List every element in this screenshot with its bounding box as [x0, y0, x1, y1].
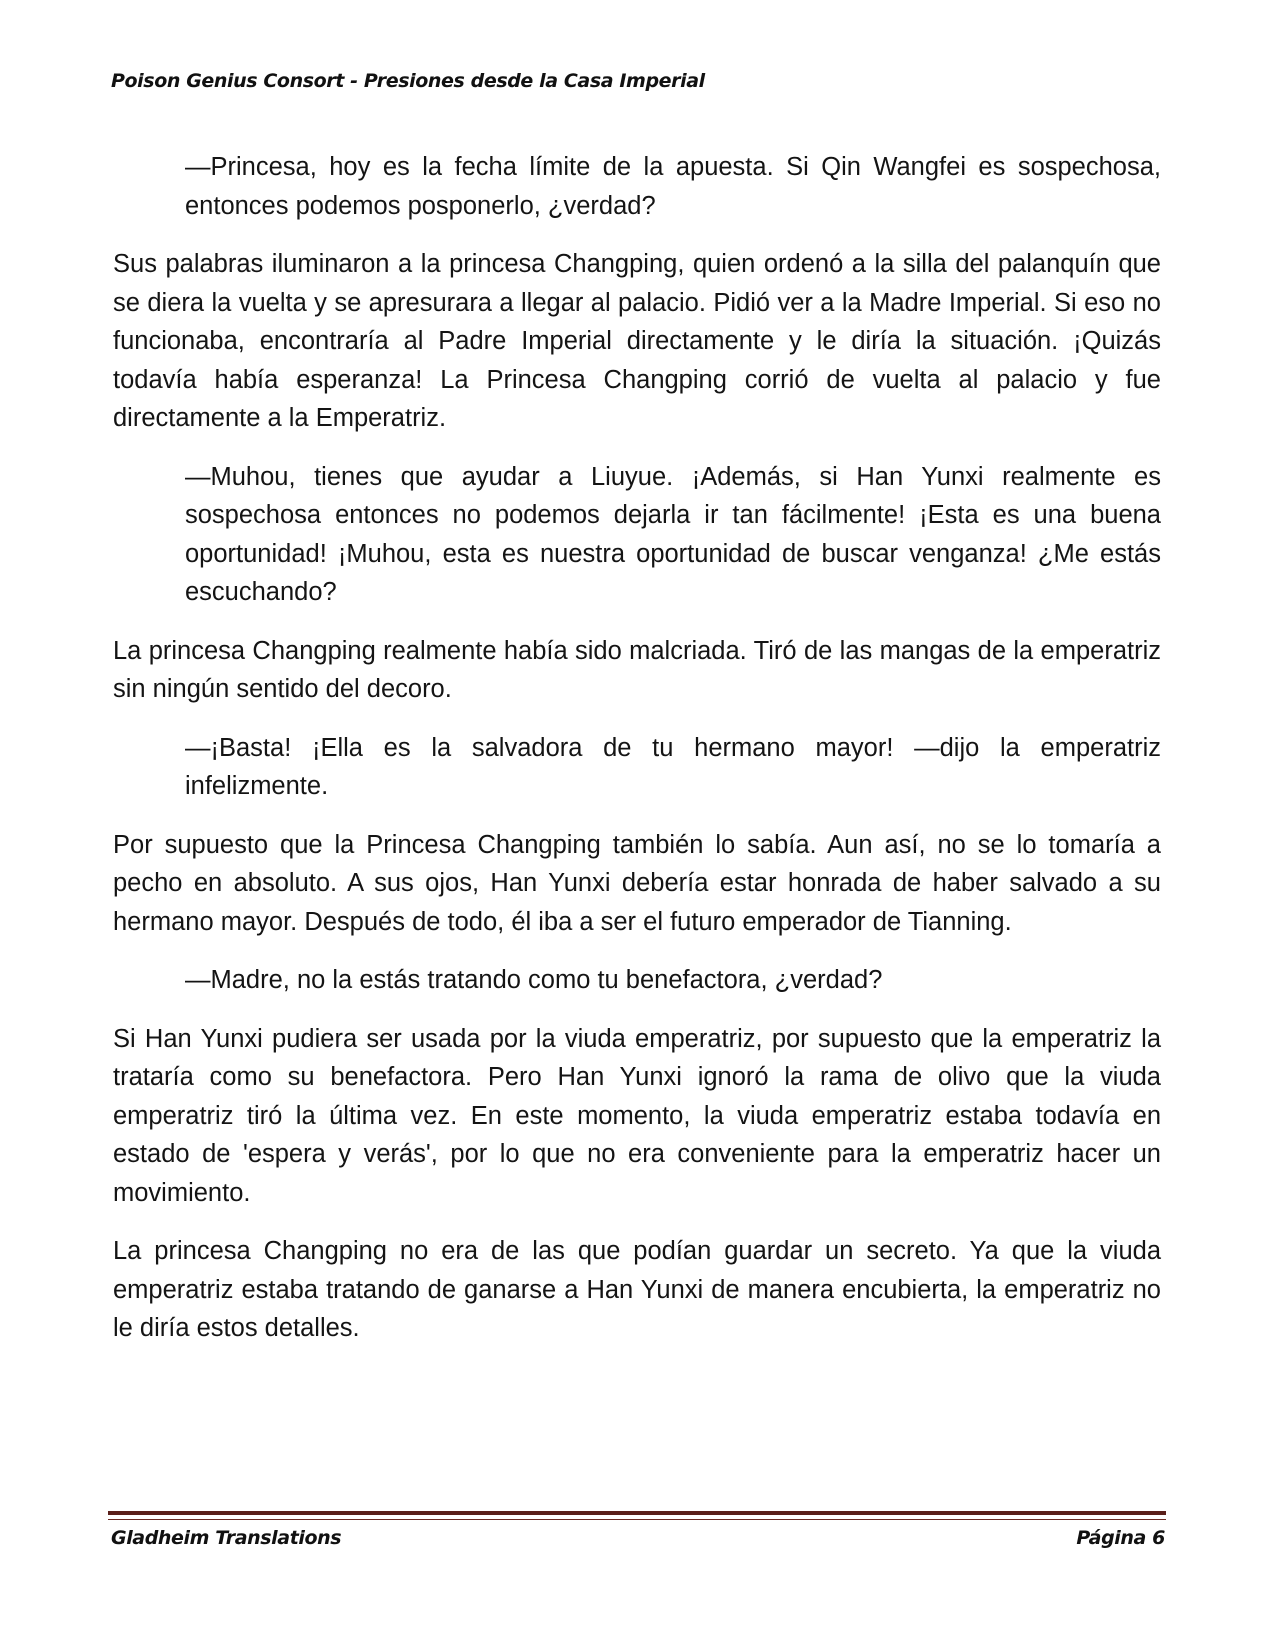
- page-header-title: Poison Genius Consort - Presiones desde la Casa Imperial: [111, 70, 705, 92]
- paragraph-narrative-3: Por supuesto que la Princesa Changping también lo sabía. Aun así, no se lo tomaría a pecho en absoluto. A sus ojos, Han Yunxi debería estar honrada de haber salvado a su hermano mayor. Después de todo, él iba a ser el futuro emperador de Tianning.: [113, 830, 1161, 936]
- paragraph-narrative-4: Si Han Yunxi pudiera ser usada por la viuda emperatriz, por supuesto que la emperatriz la trataría como su benefactora. Pero Han Yunxi ignoró la rama de olivo que la viuda emperatriz tiró la última vez. En este momento, la viuda emperatriz estaba todavía en estado de 'espera y verás', por lo que no era conveniente para la emperatriz hacer un movimiento.: [113, 1024, 1161, 1207]
- paragraph-dialog-4: —Madre, no la estás tratando como tu benefactora, ¿verdad?: [185, 966, 883, 994]
- paragraph-dialog-1: —Princesa, hoy es la fecha límite de la apuesta. Si Qin Wangfei es sospechosa, entonces podemos posponerlo, ¿verdad?: [185, 153, 1161, 220]
- footer-page-number: Página 6: [1076, 1527, 1165, 1549]
- paragraph-narrative-1: Sus palabras iluminaron a la princesa Changping, quien ordenó a la silla del palanquín que se diera la vuelta y se apresurara a llegar al palacio. Pidió ver a la Madre Imperial. Si eso no funcionaba, encontraría al Padre Imperial directamente y le diría la situación. ¡Quizás todavía había esperanza! La Princesa Changping corrió de vuelta al palacio y fue directamente a la Emperatriz.: [113, 250, 1161, 432]
- paragraph-narrative-5: La princesa Changping no era de las que podían guardar un secreto. Ya que la viuda emperatriz estaba tratando de ganarse a Han Yunxi de manera encubierta, la emperatriz no le diría estos detalles.: [113, 1237, 1161, 1342]
- paragraph-dialog-2: —Muhou, tienes que ayudar a Liuyue. ¡Además, si Han Yunxi realmente es sospechosa entonces no podemos dejarla ir tan fácilmente! ¡Esta es una buena oportunidad! ¡Muhou, esta es nuestra oportunidad de buscar venganza! ¿Me estás escuchando?: [185, 462, 1161, 606]
- footer-divider-thick: [108, 1511, 1166, 1515]
- paragraph-narrative-2: La princesa Changping realmente había sido malcriada. Tiró de las mangas de la emperatriz sin ningún sentido del decoro.: [113, 636, 1161, 703]
- footer-publisher: Gladheim Translations: [111, 1527, 342, 1549]
- footer-divider-thin: [108, 1519, 1166, 1520]
- paragraph-dialog-3: —¡Basta! ¡Ella es la salvadora de tu hermano mayor! —dijo la emperatriz infelizmente.: [185, 733, 1161, 800]
- document-body: [113, 148, 1161, 1368]
